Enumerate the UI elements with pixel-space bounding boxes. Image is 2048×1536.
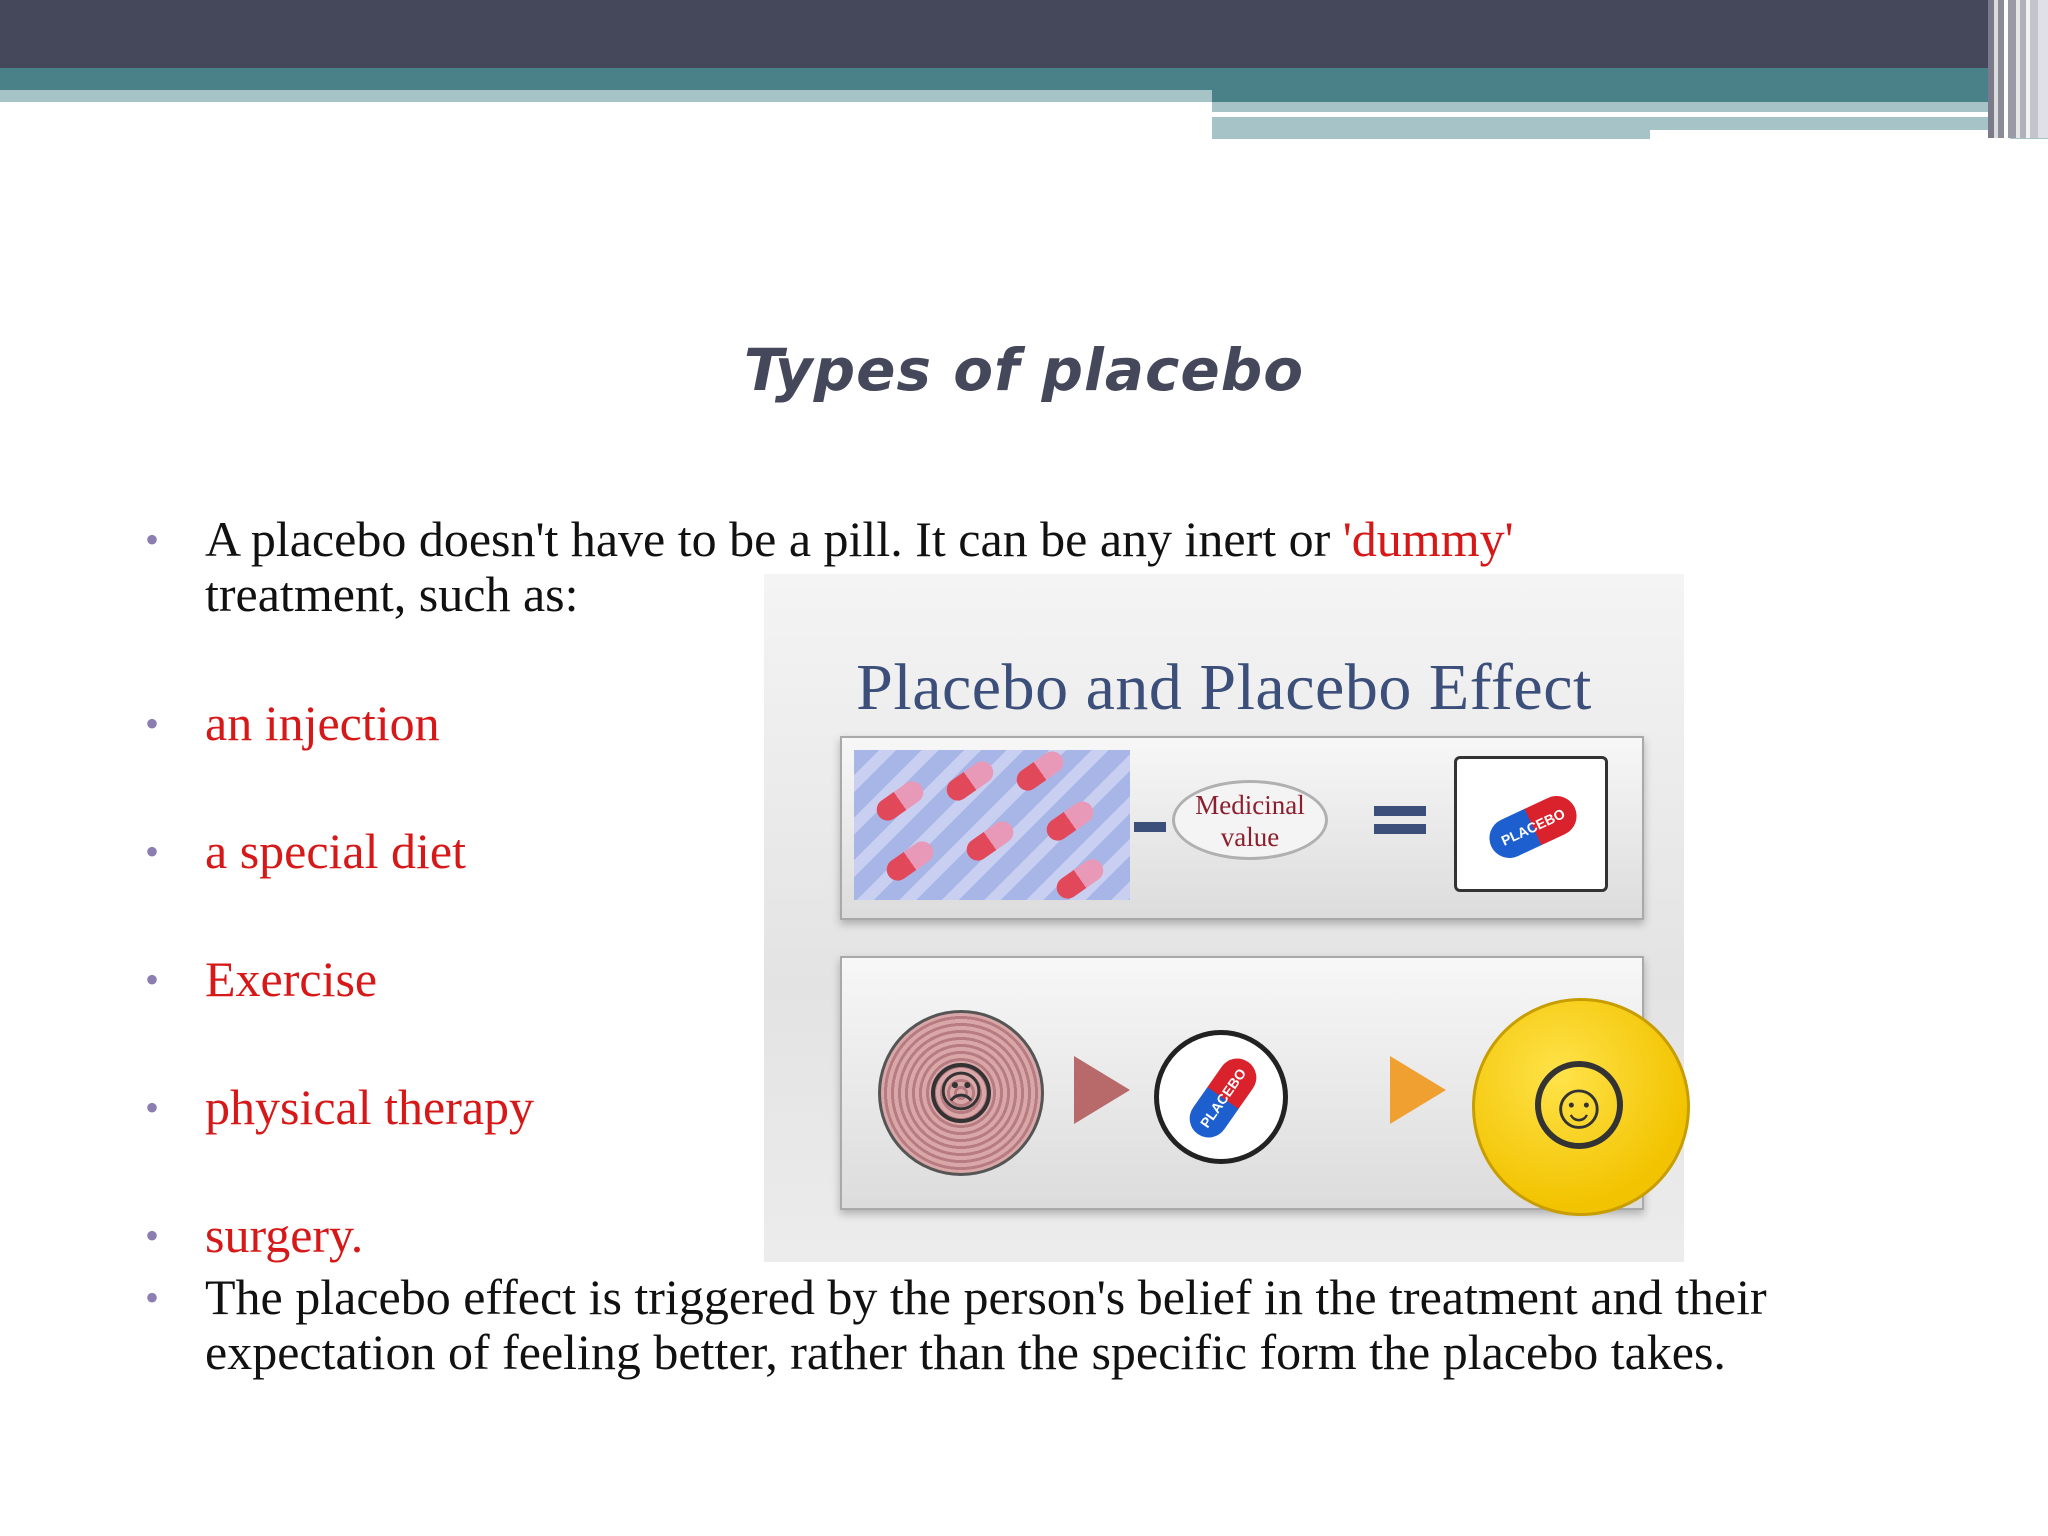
bullet-dot: • xyxy=(145,829,160,874)
slide-title: Types of placebo xyxy=(743,336,1305,404)
header-vertical-stripes xyxy=(1988,0,2048,138)
placebo-capsule-label: PLACEBO xyxy=(1483,789,1583,864)
bullet-dot: • xyxy=(145,1275,160,1320)
figure-title: Placebo and Placebo Effect xyxy=(856,651,1592,724)
happy-face-icon: ☺ xyxy=(1472,998,1690,1216)
figure-panel-effect xyxy=(840,956,1644,1210)
header-band-dark xyxy=(0,0,2048,68)
arrow-right-icon xyxy=(1390,1056,1446,1124)
bullet-dot: • xyxy=(145,1213,160,1258)
header-band-right-gap xyxy=(1650,130,2010,139)
header-band-right-light xyxy=(1212,102,2048,112)
placebo-effect-figure xyxy=(764,574,1684,1262)
header-band-light xyxy=(0,90,1212,102)
placebo-pill-image xyxy=(1454,756,1608,892)
bullet-dot: • xyxy=(145,957,160,1002)
bullet-text: a special diet xyxy=(205,823,466,879)
bullet-dot: • xyxy=(145,701,160,746)
bullet-text: surgery. xyxy=(205,1207,364,1263)
bullet-dot: • xyxy=(145,1085,160,1130)
bullet-text-highlight: 'dummy' xyxy=(1342,511,1514,567)
pills-image xyxy=(854,750,1130,900)
figure-panel-equation xyxy=(840,736,1644,920)
header-band-right-teal xyxy=(1212,90,2048,102)
minus-icon xyxy=(1134,822,1166,832)
placebo-pill-circle xyxy=(1154,1030,1288,1164)
sad-face-icon: ☹ xyxy=(878,1010,1044,1176)
bullet-text-part: treatment, such as: xyxy=(205,566,579,622)
bullet-text: an injection xyxy=(205,695,440,751)
bullet-text: physical therapy xyxy=(205,1079,535,1135)
placebo-capsule-label: PLACEBO xyxy=(1182,1051,1264,1145)
header-band-teal xyxy=(0,68,2048,90)
bullet-text: The placebo effect is triggered by the person's belief in the treatment and their expectation of feeling better, rather than the specific form the placebo takes. xyxy=(205,1269,1767,1380)
arrow-right-icon xyxy=(1074,1056,1130,1124)
equals-icon xyxy=(1374,806,1426,836)
medicinal-value-label: Medicinal value xyxy=(1172,780,1328,860)
bullet-dot: • xyxy=(145,517,160,562)
bullet-text: Exercise xyxy=(205,951,378,1007)
bullet-text-part: A placebo doesn't have to be a pill. It can be any inert or xyxy=(205,511,1343,567)
